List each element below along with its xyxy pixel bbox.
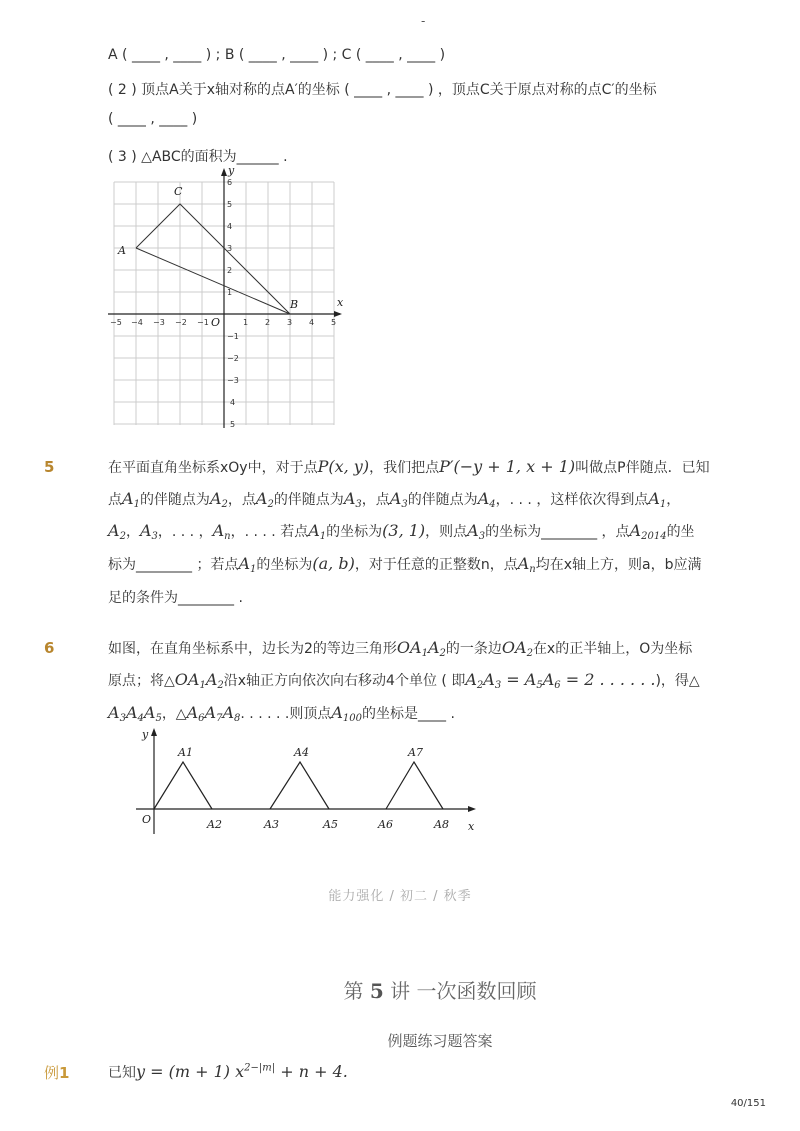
lecture-number: 5 (369, 979, 384, 1003)
text: 在平面直角坐标系xOy中，对于点 (108, 460, 318, 476)
text: 沿x轴正方向依次向右移动4个单位 ( 即 (223, 673, 466, 689)
math-a100: $A_{100}$ (331, 703, 363, 724)
text: 的坐标为 (256, 557, 313, 573)
y-tick: 4 (227, 222, 233, 231)
text: ，我们把点 (369, 460, 440, 476)
text: ，则点 (425, 524, 468, 540)
math-a3: $A_3$ (467, 521, 486, 542)
point-a-label: A (118, 244, 126, 257)
label-a4: A4 (294, 746, 309, 759)
text: 的一条边 (445, 641, 502, 657)
math-a2a3: $A_2A_3 = A_5A_6$ (465, 670, 561, 691)
q4-coordinates-line: A ( ____ , ____ ) ; B ( ____ , ____ ) ; C ( ____ , ____ ) (108, 47, 446, 63)
q4-area-line: ( 3 ) △ABC的面积为______ . (108, 149, 288, 165)
text: 在x的正半轴上，O为坐标 (532, 641, 693, 657)
y-tick: 5 (227, 200, 233, 209)
math-oa1a2: $OA_1A_2$ (396, 638, 446, 659)
question-number-5: 5 (44, 458, 55, 476)
text: ， (666, 492, 681, 508)
triangle-abc (136, 204, 290, 314)
text: . . . . . .则顶点 (240, 706, 332, 722)
x-tick: 1 (243, 318, 249, 327)
q5-line-2 (108, 489, 680, 510)
q5-line-1 (108, 457, 710, 477)
label-a7: A7 (408, 746, 423, 759)
q6-line-2 (108, 670, 700, 691)
math-value: = 2 . . . . . . (565, 670, 656, 689)
text: 第 (343, 979, 364, 1003)
triangles-graph (130, 722, 490, 840)
q6-line-3 (108, 703, 455, 724)
y-tick: −3 (227, 376, 239, 385)
text: 例 (44, 1064, 60, 1082)
math-a1: $A_1$ (648, 489, 667, 510)
origin-label: O (142, 813, 152, 826)
text: ，点 (361, 492, 390, 508)
text: ，点 (227, 492, 256, 508)
math-a3: $A_3$ (139, 521, 158, 542)
math-a3: $A_3$ (389, 489, 408, 510)
label-a2: A2 (207, 818, 222, 831)
math-oa2: $OA_2$ (501, 638, 533, 659)
math-a2014: $A_{2014}$ (629, 521, 667, 542)
x-axis-label: x (468, 820, 475, 833)
page-number: 40/151 (730, 1098, 766, 1109)
text: 已知 (108, 1065, 136, 1081)
x-tick: 5 (331, 318, 337, 327)
math-a4: $A_4$ (477, 489, 496, 510)
x-tick: 4 (309, 318, 315, 327)
point-b-label: B (290, 298, 299, 311)
math-a2: $A_2$ (209, 489, 228, 510)
text: 的坐 (666, 524, 695, 540)
text: 的伴随点为 (407, 492, 478, 508)
text: )，得△ (655, 673, 700, 689)
origin-label: O (211, 316, 221, 329)
x-tick: −3 (153, 318, 165, 327)
answers-heading: 例题练习题答案 (387, 1032, 493, 1050)
math-p-prime: P′(−y + 1, x + 1) (439, 457, 576, 476)
text: 原点；将△ (108, 673, 175, 689)
lecture-title (0, 975, 800, 1004)
example-1-line (108, 1062, 348, 1082)
text: 点 (108, 492, 122, 508)
y-tick: 4 (230, 398, 236, 407)
text: 的坐标是____ . (362, 706, 455, 722)
text: ，. . . ， (157, 524, 213, 540)
text: ，△ (161, 706, 187, 722)
text: 标为________ ；若点 (108, 557, 239, 573)
x-tick: −1 (197, 318, 209, 327)
text: 的坐标为________ ，点 (485, 524, 630, 540)
point-c-label: C (174, 185, 183, 198)
math-an: $A_n$ (212, 521, 231, 542)
math-p: P(x, y) (317, 457, 370, 476)
x-axis-label: x (337, 296, 344, 309)
label-a5: A5 (323, 818, 338, 831)
text: 的伴随点为 (139, 492, 210, 508)
text: 的坐标为 (326, 524, 383, 540)
q4-symmetry-line-2: ( ____ , ____ ) (108, 111, 198, 127)
math-an: $A_n$ (517, 554, 536, 575)
math-a3: $A_3$ (343, 489, 362, 510)
math-a6a7a8: $A_6A_7A_8$ (186, 703, 241, 724)
label-a8: A8 (434, 818, 449, 831)
label-a1: A1 (178, 746, 193, 759)
x-tick: 2 (265, 318, 271, 327)
math-a2: $A_2$ (255, 489, 274, 510)
example-number: 1 (59, 1064, 70, 1082)
text: ，. . . . 若点 (230, 524, 309, 540)
text: ，对于任意的正整数n，点 (354, 557, 518, 573)
text: ，. . . ，这样依次得到点 (495, 492, 649, 508)
question-number-6: 6 (44, 639, 55, 657)
text: 如图，在直角坐标系中，边长为2的等边三角形 (108, 641, 397, 657)
y-tick: 6 (227, 178, 233, 187)
q5-line-3 (108, 521, 695, 542)
text: 均在x轴上方，则a，b应满 (535, 557, 702, 573)
triangle-2 (270, 762, 329, 809)
y-axis-label: y (142, 728, 149, 741)
math-a1: $A_1$ (308, 521, 327, 542)
y-tick: 5 (230, 420, 236, 429)
q6-line-1 (108, 638, 692, 659)
x-tick: −4 (131, 318, 143, 327)
triangle-abc-graph (100, 160, 350, 435)
y-tick: −2 (227, 354, 239, 363)
q5-line-5: 足的条件为________ . (108, 590, 243, 606)
q5-line-4 (108, 554, 701, 575)
y-tick: 3 (227, 244, 233, 253)
triangle-1 (154, 762, 212, 809)
math-equation: y = (m + 1) $x^{2-|m|} + n + 4$. (136, 1062, 348, 1081)
text: 的伴随点为 (273, 492, 344, 508)
x-tick: 3 (287, 318, 293, 327)
math-point: (3, 1) (382, 521, 426, 540)
q4-symmetry-line: ( 2 ) 顶点A关于x轴对称的点A′的坐标 ( ____ , ____ ) ，顶点C关于原点对称的点C′的坐标 (108, 82, 657, 98)
math-point: (a, b) (312, 554, 355, 573)
header-mark: - (421, 14, 426, 28)
running-footer: 能力强化 / 初二 / 秋季 (328, 889, 472, 904)
triangle-3 (386, 762, 443, 809)
example-label (44, 1062, 69, 1083)
math-a2: $A_2$ (108, 521, 126, 542)
label-a6: A6 (378, 818, 393, 831)
math-a1: $A_1$ (238, 554, 257, 575)
label-a3: A3 (264, 818, 279, 831)
math-a3a4a5: $A_3A_4A_5$ (108, 703, 162, 724)
x-tick: −2 (175, 318, 187, 327)
math-oa1a2: $OA_1A_2$ (174, 670, 224, 691)
y-tick: 2 (227, 266, 233, 275)
math-a1: $A_1$ (122, 489, 140, 510)
text: 叫做点P伴随点．已知 (575, 460, 710, 476)
text: 讲 一次函数回顾 (390, 979, 537, 1003)
y-tick: −1 (227, 332, 239, 341)
text: ， (125, 524, 140, 540)
y-axis-label: y (228, 164, 235, 177)
x-tick: −5 (110, 318, 122, 327)
y-tick: 1 (227, 288, 233, 297)
